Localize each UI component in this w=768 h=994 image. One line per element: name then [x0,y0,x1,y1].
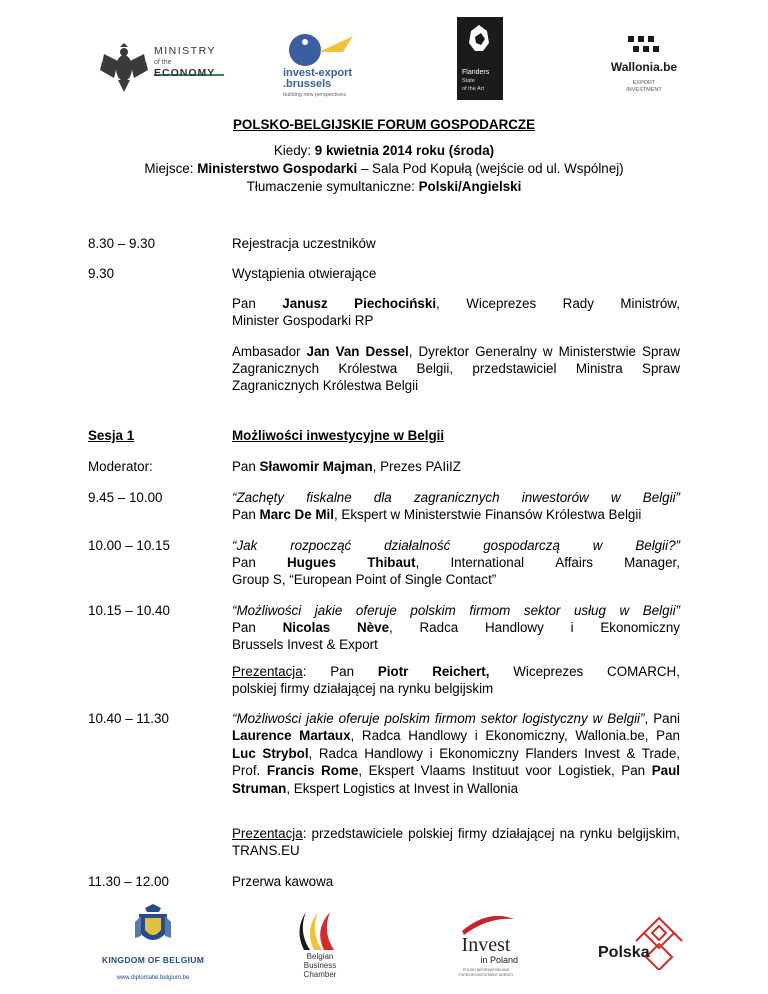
moderator-label: Moderator: [88,459,153,474]
event-meta [0,142,768,196]
bbc-line3: Chamber [303,970,337,979]
speaker-role-word: Affairs [555,555,594,570]
speaker-role: Minister Gospodarki RP [232,313,374,328]
speaker-last-name: Nève [357,620,390,635]
speaker-title: Pan [232,620,256,635]
session-label: Sesja 1 [88,428,135,443]
speaker-name: Marc De Mil [259,507,334,522]
speaker-role-word: Radca [419,620,459,635]
presentation [232,663,680,697]
agenda-time: 10.15 – 10.40 [88,603,170,618]
invest-export-line1: invest-export [283,67,353,79]
speaker-role-word: International [450,555,525,570]
speaker-name: Paul Struman [232,763,680,796]
talk-title: “Możliwości jakie oferuje polskim firmom sektor logistyczny w Belgii” [232,711,645,726]
speaker-title: Pan [232,507,260,522]
invest-export-line2: .brussels [283,78,332,90]
speaker-name: Francis Rome [266,763,359,779]
speaker-role-word: Wiceprezes [513,664,584,679]
when-label: Kiedy: [273,143,315,158]
speaker-role-word: Manager, [624,555,680,570]
invest-export-tagline: building new perspectives [283,92,346,98]
agenda-row [88,265,680,282]
speaker-role: , Ekspert Vlaams Instituut voor Logistiek, Pan [358,763,652,779]
speaker-name: Luc Strybol [232,745,309,761]
speaker-first-name: Nicolas [282,620,331,635]
title-word: gospodarczą [483,538,560,553]
flanders-line3: of the Art [462,86,485,92]
speaker-role-word: Handlowy [485,620,544,635]
wallonia-logo [604,36,684,100]
ministry-line3: ECONOMY [154,67,216,79]
speaker-role-word: i [570,620,574,635]
talk [232,537,680,588]
agenda-row [88,710,680,797]
agenda-desc: Wystąpienia otwierające [232,266,377,281]
comma: , [436,296,440,311]
speaker-last-name: Reichert, [432,664,490,679]
speaker-role-word: COMARCH, [607,664,680,679]
presentation-company: : przedstawiciele polskiej firmy działającej na rynku belgijskim, TRANS.EU [232,826,680,858]
agenda-row [88,825,680,859]
speaker-last-name: Piechociński [354,296,437,311]
where-value: Ministerstwo Gospodarki [197,161,358,176]
speaker-block [232,343,680,394]
presentation-label: Prezentacja [232,826,303,841]
speaker-block [232,295,680,329]
speaker-role: , Radca Handlowy i Ekonomiczny, Wallonia.be, Pan [350,728,681,744]
speaker-last-name: Thibaut [367,555,416,570]
agenda-time: 9.45 – 10.00 [88,490,163,505]
speaker-title: Pan [232,555,256,570]
agenda-row [88,489,680,523]
kingdom-of-belgium-logo [90,902,216,986]
where-label: Miejsce: [144,161,198,176]
speaker-title: Pan [330,664,355,679]
agenda-row [88,295,680,329]
bbc-line2: Business [303,961,337,970]
moderator-title: Pan [232,459,260,474]
talk-title: “Możliwości jakie oferuje polskim firmom sektor usług w Belgii” [232,603,680,618]
agenda-desc: Przerwa kawowa [232,874,334,889]
speaker-name: Laurence Martaux [232,728,351,744]
agenda-desc: Rejestracja uczestników [232,236,376,251]
talk-title: “Zachęty fiskalne dla zagranicznych inwestorów w Belgii” [232,490,680,505]
agenda-time: 10.00 – 10.15 [88,538,170,553]
meta-where [0,160,768,178]
colon: : [302,664,307,679]
wallonia-sub1: EXPORT [632,80,656,86]
comma: , [415,555,420,570]
ministry-line1: MINISTRY [154,45,216,57]
agenda-time: 10.40 – 11.30 [88,711,169,726]
agenda-row [88,537,680,588]
agenda-row [88,663,680,697]
comma: , [644,711,649,726]
speaker-title: Pani [648,711,680,726]
agenda-row [88,602,680,653]
agenda-row [88,458,680,475]
speaker-role-word: Rady [562,296,594,311]
speaker-role: , Dyrektor Generalny w Ministerstwie Spraw Zagranicznych Królestwa Belgii, przedstawiciel Ministra Spraw Zagranicznych Królestwa Belgii [232,344,680,393]
speaker-role: Brussels Invest & Export [232,637,378,652]
flanders-line1: Flanders [462,69,490,76]
invest-poland-line2: in Poland [480,955,518,965]
ministry-of-economy-logo [96,40,230,100]
wallonia-name: Wallonia.be [610,60,678,74]
title-word: działalność [384,538,451,553]
invest-poland-sub2: FOREIGN INVESTMENT AGENCY [458,973,514,977]
talk [232,710,680,797]
speaker-role: , Ekspert w Ministerstwie Finansów Królestwa Belgii [333,507,642,522]
presentation [232,825,680,859]
belgium-name: KINGDOM OF BELGIUM [101,955,205,965]
invest-export-brussels-logo [283,30,379,102]
speaker-title: Ambasador [232,344,307,359]
agenda-row [88,873,680,890]
title-word: Belgii?” [635,538,680,553]
session-title: Możliwości inwestycyjne w Belgii [232,428,445,443]
meta-translation [0,178,768,196]
speaker-role: , Ekspert Logistics at Invest in Wallonia [286,780,519,796]
title-word: “Jak [232,538,258,553]
moderator-role: , Prezes PAIiIZ [372,459,461,474]
belgium-url: www.diplomatie.belgium.be [116,975,190,981]
speaker-first-name: Hugues [286,555,337,570]
when-value: 9 kwietnia 2014 roku (środa) [314,143,495,158]
speaker-role-word: Ekonomiczny [600,620,680,635]
ministry-line2: of the [154,59,172,66]
agenda-row [88,343,680,394]
bbc-line1: Belgian [306,952,334,961]
invest-in-poland-logo [448,913,524,985]
talk [232,602,680,653]
translation-value: Polski/Angielski [418,179,522,194]
agenda-time: 11.30 – 12.00 [88,874,169,889]
wallonia-sub2: INVESTMENT [626,87,662,93]
polska-logo [596,914,686,974]
moderator [232,458,680,475]
speaker-role-word: Wiceprezes [466,296,537,311]
title-word: rozpocząć [290,538,352,553]
where-rest: – Sala Pod Kopułą (wejście od ul. Wspólnej) [357,161,624,176]
speaker-first-name: Janusz [282,296,328,311]
invest-poland-line1: Invest [461,934,511,956]
title-word: w [592,538,603,553]
speaker-title: Pan [232,296,256,311]
page-title: POLSKO-BELGIJSKIE FORUM GOSPODARCZE [232,117,536,132]
speaker-role: Group S, “European Point of Single Contact” [232,572,497,587]
speaker-name: Jan Van Dessel [306,344,409,359]
speaker-first-name: Piotr [377,664,409,679]
flanders-line2: State [462,78,475,84]
meta-when [0,142,768,160]
session-header [88,427,680,444]
moderator-name: Sławomir Majman [259,459,373,474]
belgian-business-chamber-logo [285,910,355,986]
flanders-logo [457,17,503,100]
agenda-time: 9.30 [88,266,115,281]
agenda-time: 8.30 – 9.30 [88,236,156,251]
talk-title [232,537,680,554]
talk [232,489,680,523]
speaker-role: , Radca Handlowy i Ekonomiczny Flanders Invest & Trade, Prof. [232,745,680,779]
polska-name: Polska [598,944,650,961]
presentation-label: Prezentacja [232,664,303,679]
speaker-role-word: Ministrów, [620,296,680,311]
presentation-company: polskiej firmy działającej na rynku belgijskim [232,681,494,696]
invest-poland-sub1: POLISH INFORMATION AND [462,968,510,972]
translation-label: Tłumaczenie symultaniczne: [246,179,419,194]
agenda-row [88,235,680,252]
comma: , [389,620,393,635]
